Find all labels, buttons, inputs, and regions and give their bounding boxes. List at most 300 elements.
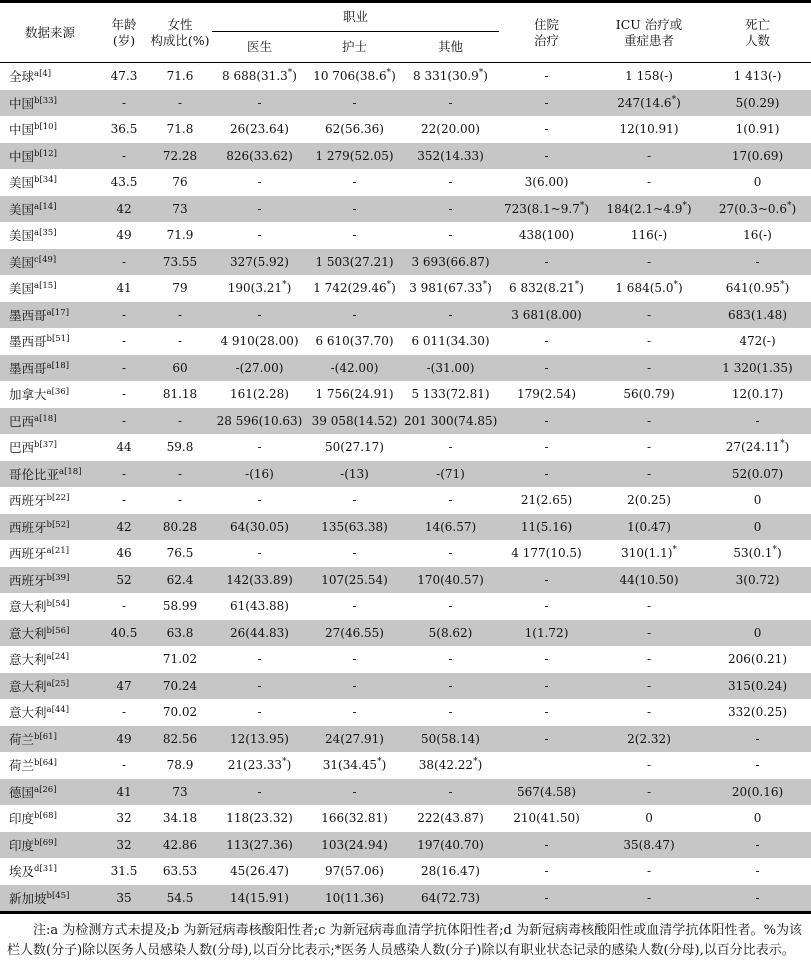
col-header-source-label: 数据来源 xyxy=(24,24,75,40)
cell-death: - xyxy=(755,837,760,852)
cell-nurse: 10(11.36) xyxy=(325,890,384,905)
cell-age: 41 xyxy=(116,281,132,296)
cell-doctor: 26(44.83) xyxy=(230,625,289,640)
col-header-doctor: 医生 xyxy=(246,39,272,55)
cell-female: 76 xyxy=(172,175,188,190)
cell-icu: 2(2.32) xyxy=(627,731,671,746)
table-row xyxy=(0,381,811,408)
cell-icu: - xyxy=(646,413,652,428)
table-row xyxy=(0,90,811,117)
cell-female: 72.28 xyxy=(162,148,198,163)
cell-nurse: 107(25.54) xyxy=(321,572,388,587)
cell-hospital: 3 681(8.00) xyxy=(511,307,582,322)
row-source-label: 中国$^{b[12]}$ xyxy=(9,148,57,164)
cell-other: 8 331(30.9*) xyxy=(413,68,488,84)
cell-doctor: 142(33.89) xyxy=(226,572,293,587)
row-source-label: 西班牙$^{b[52]}$ xyxy=(9,519,70,535)
cell-other: - xyxy=(448,678,453,693)
cell-death: 0 xyxy=(753,175,762,190)
cell-hospital: 210(41.50) xyxy=(513,811,580,826)
cell-female: 80.28 xyxy=(162,519,198,534)
cell-other: - xyxy=(448,175,453,190)
cell-female: 71.6 xyxy=(166,69,194,84)
cell-hospital: - xyxy=(544,705,549,720)
cell-hospital: - xyxy=(544,599,549,614)
cell-icu: 247(14.6*) xyxy=(617,94,681,110)
cell-female: 73.55 xyxy=(162,254,198,269)
cell-age: - xyxy=(121,307,127,322)
cell-female: 63.53 xyxy=(162,864,198,879)
cell-other: 6 011(34.30) xyxy=(411,334,490,349)
cell-other: 38(42.22*) xyxy=(418,757,483,773)
cell-other: 201 300(74.85) xyxy=(404,413,498,428)
cell-doctor: 826(33.62) xyxy=(226,148,293,163)
cell-age: 46 xyxy=(116,546,132,561)
cell-hospital: - xyxy=(544,334,549,349)
cell-doctor: 161(2.28) xyxy=(230,387,289,402)
cell-other: - xyxy=(448,201,453,216)
cell-icu: 116(-) xyxy=(630,228,668,243)
cell-death: 53(0.1*) xyxy=(733,545,782,561)
cell-other: 50(58.14) xyxy=(421,731,480,746)
cell-other: -(31.00) xyxy=(426,360,475,375)
cell-female: - xyxy=(177,466,183,481)
cell-female: 60 xyxy=(172,360,188,375)
table-footnote: 注:a 为检测方式未提及;b 为新冠病毒核酸阳性者;c 为新冠病毒血清学抗体阳性者;d 为新冠病毒核酸阳性或血清学抗体阳性者。%为该栏人数(分子)除以医务人员感染人数(分母),以百分比表示;*医务人员感染人数(分子)除以有职业状态记录的感染人数(分母),以百分比表示。 xyxy=(7,923,802,959)
row-source-label: 中国$^{b[33]}$ xyxy=(9,95,57,111)
cell-doctor: - xyxy=(257,652,262,667)
cell-nurse: - xyxy=(352,228,357,243)
cell-doctor: - xyxy=(257,546,262,561)
row-source-label: 巴西$^{b[37]}$ xyxy=(9,440,57,456)
cell-death: 20(0.16) xyxy=(731,784,784,799)
table-row xyxy=(0,143,811,170)
cell-icu: - xyxy=(646,440,652,455)
cell-doctor: - xyxy=(257,784,262,799)
cell-other: 14(6.57) xyxy=(424,519,477,534)
cell-age: 47.3 xyxy=(110,69,138,84)
cell-doctor: - xyxy=(257,493,262,508)
cell-death: 0 xyxy=(753,519,762,534)
cell-icu: - xyxy=(646,599,652,614)
cell-death: - xyxy=(755,413,760,428)
cell-nurse: - xyxy=(352,599,357,614)
cell-doctor: -(27.00) xyxy=(235,360,284,375)
table-row xyxy=(0,328,811,355)
cell-icu: - xyxy=(646,466,652,481)
cell-hospital: - xyxy=(544,678,549,693)
cell-female: 70.02 xyxy=(162,705,198,720)
cell-nurse: 97(57.06) xyxy=(325,864,384,879)
row-source-label: 意大利$^{a[44]}$ xyxy=(9,705,70,721)
cell-hospital: - xyxy=(544,95,549,110)
row-source-label: 墨西哥$^{a[18]}$ xyxy=(9,360,70,376)
cell-female: 78.9 xyxy=(166,758,194,773)
table-row xyxy=(0,514,811,541)
cell-icu: - xyxy=(646,254,652,269)
cell-nurse: - xyxy=(352,307,357,322)
cell-death: - xyxy=(755,254,760,269)
cell-female: 70.24 xyxy=(162,678,198,693)
cell-female: 81.18 xyxy=(162,387,198,402)
cell-hospital: 3(6.00) xyxy=(524,175,569,190)
cell-age: 43.5 xyxy=(110,175,138,190)
table-row xyxy=(0,832,811,859)
cell-hospital: 4 177(10.5) xyxy=(511,546,582,561)
cell-death: - xyxy=(755,731,760,746)
cell-icu: - xyxy=(646,334,652,349)
cell-hospital: - xyxy=(544,122,549,137)
cell-female: 62.4 xyxy=(166,572,194,587)
cell-female: 54.5 xyxy=(166,890,194,905)
table-row xyxy=(0,487,811,514)
cell-age: 49 xyxy=(116,731,132,746)
cell-hospital: - xyxy=(544,837,549,852)
col-header-icu: ICU 治疗或 重症患者 xyxy=(615,16,683,48)
row-source-label: 意大利$^{b[54]}$ xyxy=(9,599,70,615)
cell-nurse: - xyxy=(352,784,357,799)
cell-age: - xyxy=(121,493,127,508)
cell-nurse: -(13) xyxy=(340,466,369,481)
cell-female: 73 xyxy=(172,201,188,216)
table-header xyxy=(0,2,811,63)
cell-death: 5(0.29) xyxy=(735,95,780,110)
cell-other: 170(40.57) xyxy=(417,572,484,587)
cell-age: 35 xyxy=(116,890,132,905)
cell-other: 3 693(66.87) xyxy=(411,254,490,269)
table-row xyxy=(0,275,811,302)
cell-hospital: - xyxy=(544,69,549,84)
table-row xyxy=(0,567,811,594)
cell-hospital: 6 832(8.21*) xyxy=(509,280,584,296)
cell-death: - xyxy=(755,758,760,773)
cell-death: 52(0.07) xyxy=(731,466,784,481)
cell-female: 71.02 xyxy=(162,652,198,667)
table-row xyxy=(0,302,811,329)
cell-doctor: 113(27.36) xyxy=(226,837,293,852)
cell-nurse: - xyxy=(352,493,357,508)
row-source-label: 加拿大$^{a[36]}$ xyxy=(9,387,70,403)
cell-age: 49 xyxy=(116,228,132,243)
row-source-label: 西班牙$^{b[39]}$ xyxy=(9,572,70,588)
cell-nurse: - xyxy=(352,201,357,216)
cell-icu: 12(10.91) xyxy=(619,122,679,137)
cell-doctor: 64(30.05) xyxy=(230,519,289,534)
cell-death: 27(24.11*) xyxy=(725,439,790,455)
row-source-label: 墨西哥$^{b[51]}$ xyxy=(9,334,70,350)
cell-doctor: 21(23.33*) xyxy=(227,757,292,773)
table-row xyxy=(0,752,811,779)
cell-doctor: 26(23.64) xyxy=(230,122,289,137)
cell-other: 352(14.33) xyxy=(417,148,484,163)
cell-other: - xyxy=(448,228,453,243)
cell-doctor: 61(43.88) xyxy=(230,599,289,614)
table-row xyxy=(0,222,811,249)
row-source-label: 美国$^{c[49]}$ xyxy=(9,254,57,270)
cell-icu: - xyxy=(646,652,652,667)
cell-nurse: 1 279(52.05) xyxy=(315,148,394,163)
row-source-label: 美国$^{a[35]}$ xyxy=(9,228,57,244)
cell-doctor: - xyxy=(257,440,262,455)
row-source-label: 美国$^{a[14]}$ xyxy=(9,201,57,217)
cell-age: 41 xyxy=(116,784,132,799)
cell-age: 36.5 xyxy=(110,122,138,137)
cell-doctor: - xyxy=(257,201,262,216)
row-source-label: 巴西$^{a[18]}$ xyxy=(9,413,57,429)
cell-age: 42 xyxy=(116,519,132,534)
cell-age: - xyxy=(121,387,127,402)
cell-other: - xyxy=(448,307,453,322)
cell-hospital: - xyxy=(544,731,549,746)
row-source-label: 意大利$^{a[25]}$ xyxy=(9,678,70,694)
cell-other: 22(20.00) xyxy=(421,122,480,137)
cell-hospital: 567(4.58) xyxy=(517,784,577,799)
cell-doctor: 14(15.91) xyxy=(230,890,289,905)
cell-icu: - xyxy=(646,784,652,799)
cell-death: 3(0.72) xyxy=(735,572,780,587)
cell-hospital: - xyxy=(544,572,549,587)
cell-hospital: - xyxy=(544,254,549,269)
cell-age: 32 xyxy=(116,837,132,852)
cell-age: 32 xyxy=(116,811,132,826)
cell-female: 59.8 xyxy=(166,440,194,455)
cell-doctor: - xyxy=(257,678,262,693)
cell-death: - xyxy=(755,890,760,905)
table-row xyxy=(0,540,811,567)
cell-age: 40.5 xyxy=(110,625,138,640)
cell-nurse: 103(24.94) xyxy=(321,837,388,852)
cell-hospital: - xyxy=(544,466,549,481)
row-source-label: 荷兰$^{b[64]}$ xyxy=(9,758,57,774)
cell-icu: 56(0.79) xyxy=(623,387,675,402)
cell-icu: 310(1.1)* xyxy=(621,545,677,561)
table-row xyxy=(0,805,811,832)
cell-icu: - xyxy=(646,678,652,693)
cell-death: 641(0.95*) xyxy=(725,280,790,296)
cell-other: - xyxy=(448,784,453,799)
row-source-label: 意大利$^{b[56]}$ xyxy=(9,625,70,641)
cell-female: - xyxy=(177,307,183,322)
table-row xyxy=(0,726,811,753)
cell-death: 1 413(-) xyxy=(733,69,782,84)
cell-female: 34.18 xyxy=(162,811,198,826)
cell-death: 27(0.3~0.6*) xyxy=(718,200,797,216)
cell-icu: 1 684(5.0*) xyxy=(615,280,683,296)
cell-icu: - xyxy=(646,148,652,163)
cell-nurse: - xyxy=(352,678,357,693)
col-header-hospitalized: 住院 治疗 xyxy=(534,16,560,48)
col-header-source xyxy=(0,2,100,63)
row-source-label: 印度$^{b[69]}$ xyxy=(9,837,57,853)
cell-nurse: 1 756(24.91) xyxy=(315,387,394,402)
col-header-nurse: 护士 xyxy=(341,39,367,55)
cell-hospital: - xyxy=(544,413,549,428)
cell-death: 206(0.21) xyxy=(728,652,788,667)
cell-female: 79 xyxy=(172,281,188,296)
row-source-label: 新加坡$^{b[45]}$ xyxy=(9,890,70,906)
row-source-label: 哥伦比亚$^{a[18]}$ xyxy=(9,466,82,482)
cell-hospital: - xyxy=(544,652,549,667)
row-source-label: 德国$^{a[26]}$ xyxy=(9,784,57,800)
cell-nurse: 1 503(27.21) xyxy=(315,254,394,269)
cell-doctor: 327(5.92) xyxy=(230,254,289,269)
cell-icu: 1 158(-) xyxy=(625,69,673,84)
cell-doctor: 118(23.32) xyxy=(226,811,293,826)
table-row xyxy=(0,434,811,461)
cell-death: 1(0.91) xyxy=(735,122,780,137)
cell-nurse: 6 610(37.70) xyxy=(315,334,394,349)
cell-death: 0 xyxy=(753,625,762,640)
table-row xyxy=(0,355,811,382)
cell-age: - xyxy=(121,334,127,349)
cell-other: - xyxy=(448,440,453,455)
cell-doctor: 4 910(28.00) xyxy=(220,334,299,349)
cell-female: 73 xyxy=(172,784,188,799)
cell-female: 71.9 xyxy=(166,228,194,243)
cell-female: 76.5 xyxy=(166,546,194,561)
cell-nurse: 27(46.55) xyxy=(325,625,384,640)
cell-doctor: - xyxy=(257,228,262,243)
cell-female: 71.8 xyxy=(166,122,194,137)
row-source-label: 中国$^{b[10]}$ xyxy=(9,122,57,138)
cell-nurse: -(42.00) xyxy=(330,360,379,375)
cell-hospital: 179(2.54) xyxy=(517,387,577,402)
cell-age: - xyxy=(121,360,127,375)
cell-icu: 1(0.47) xyxy=(627,519,671,534)
cell-icu: - xyxy=(646,307,652,322)
cell-death: - xyxy=(755,864,760,879)
row-source-label: 荷兰$^{b[61]}$ xyxy=(9,731,57,747)
cell-age: 42 xyxy=(116,201,132,216)
cell-age: - xyxy=(121,466,127,481)
cell-hospital: - xyxy=(544,360,549,375)
cell-age: 47 xyxy=(116,678,132,693)
table-row xyxy=(0,169,811,196)
cell-doctor: - xyxy=(257,175,262,190)
table-row xyxy=(0,620,811,647)
cell-other: - xyxy=(448,546,453,561)
cell-other: 28(16.47) xyxy=(421,864,480,879)
cell-age: - xyxy=(121,148,127,163)
cell-hospital: 438(100) xyxy=(518,228,575,243)
cell-nurse: 50(27.17) xyxy=(325,440,384,455)
cell-other: - xyxy=(448,95,453,110)
col-header-age: 年龄 (岁) xyxy=(111,16,137,48)
cell-age: - xyxy=(121,705,127,720)
table-row xyxy=(0,858,811,885)
cell-nurse: 10 706(38.6*) xyxy=(313,68,396,84)
cell-hospital: 723(8.1~9.7*) xyxy=(504,200,590,216)
cell-nurse: 24(27.91) xyxy=(325,731,384,746)
table-row xyxy=(0,885,811,913)
cell-death: 315(0.24) xyxy=(728,678,788,693)
cell-age: 31.5 xyxy=(110,864,138,879)
cell-doctor: 28 596(10.63) xyxy=(216,413,303,428)
row-source-label: 西班牙$^{a[21]}$ xyxy=(9,546,70,562)
row-source-label: 意大利$^{a[24]}$ xyxy=(9,652,70,668)
table-row xyxy=(0,63,811,90)
cell-doctor: 190(3.21*) xyxy=(227,280,292,296)
cell-other: - xyxy=(448,652,453,667)
cell-female: - xyxy=(177,493,183,508)
cell-age: - xyxy=(121,254,127,269)
cell-death: 12(0.17) xyxy=(731,387,784,402)
table-row xyxy=(0,673,811,700)
cell-age: - xyxy=(121,95,127,110)
cell-death: 683(1.48) xyxy=(728,307,788,322)
cell-death: 0 xyxy=(753,493,762,508)
cell-other: - xyxy=(448,705,453,720)
cell-hospital: 21(2.65) xyxy=(520,493,573,508)
cell-hospital xyxy=(499,752,594,779)
cell-death xyxy=(704,593,811,620)
cell-other: 64(72.73) xyxy=(421,890,480,905)
cell-nurse: 135(63.38) xyxy=(321,519,388,534)
cell-nurse: 62(56.36) xyxy=(325,122,384,137)
cell-age: 52 xyxy=(116,572,132,587)
row-source-label: 西班牙$^{b[22]}$ xyxy=(9,493,70,509)
cell-doctor: - xyxy=(257,705,262,720)
cell-other: -(71) xyxy=(436,466,465,481)
cell-doctor: 12(13.95) xyxy=(230,731,289,746)
cell-death: 17(0.69) xyxy=(731,148,784,163)
cell-icu: 2(0.25) xyxy=(627,493,671,508)
table-row xyxy=(0,116,811,143)
cell-age: - xyxy=(121,599,127,614)
row-source-label: 墨西哥$^{a[17]}$ xyxy=(9,307,70,323)
cell-icu: - xyxy=(646,864,652,879)
cell-nurse: - xyxy=(352,705,357,720)
cell-female: - xyxy=(177,334,183,349)
cell-doctor: - xyxy=(257,95,262,110)
row-source-label: 全球$^{a[4]}$ xyxy=(9,69,52,85)
cell-doctor: - xyxy=(257,307,262,322)
cell-age: - xyxy=(121,413,127,428)
cell-doctor: 45(26.47) xyxy=(230,864,289,879)
cell-other: - xyxy=(448,493,453,508)
cell-age: 44 xyxy=(116,440,132,455)
cell-female: 63.8 xyxy=(166,625,194,640)
cell-hospital: - xyxy=(544,440,549,455)
cell-female: 42.86 xyxy=(162,837,198,852)
cell-hospital: - xyxy=(544,148,549,163)
table-row xyxy=(0,196,811,223)
row-source-label: 印度$^{b[68]}$ xyxy=(9,811,57,827)
table-row xyxy=(0,408,811,435)
cell-other: 222(43.87) xyxy=(417,811,484,826)
cell-age: - xyxy=(121,758,127,773)
cell-other: - xyxy=(448,599,453,614)
cell-other: 3 981(67.33*) xyxy=(409,280,492,296)
col-header-other: 其他 xyxy=(438,39,464,55)
cell-female: 82.56 xyxy=(162,731,198,746)
cell-nurse: - xyxy=(352,175,357,190)
cell-death: 472(-) xyxy=(739,334,776,349)
cell-female: - xyxy=(177,413,183,428)
table-body xyxy=(0,63,811,913)
cell-icu: 35(8.47) xyxy=(623,837,675,852)
table-row xyxy=(0,646,811,673)
cell-icu: - xyxy=(646,360,652,375)
cell-death: 332(0.25) xyxy=(728,705,788,720)
cell-hospital: 11(5.16) xyxy=(520,519,573,534)
cell-other: 5 133(72.81) xyxy=(411,387,490,402)
cell-nurse: - xyxy=(352,95,357,110)
cell-doctor: 8 688(31.3*) xyxy=(222,68,297,84)
cell-icu: - xyxy=(646,175,652,190)
cell-icu: 184(2.1~4.9*) xyxy=(606,200,692,216)
cell-other: 5(8.62) xyxy=(428,625,473,640)
